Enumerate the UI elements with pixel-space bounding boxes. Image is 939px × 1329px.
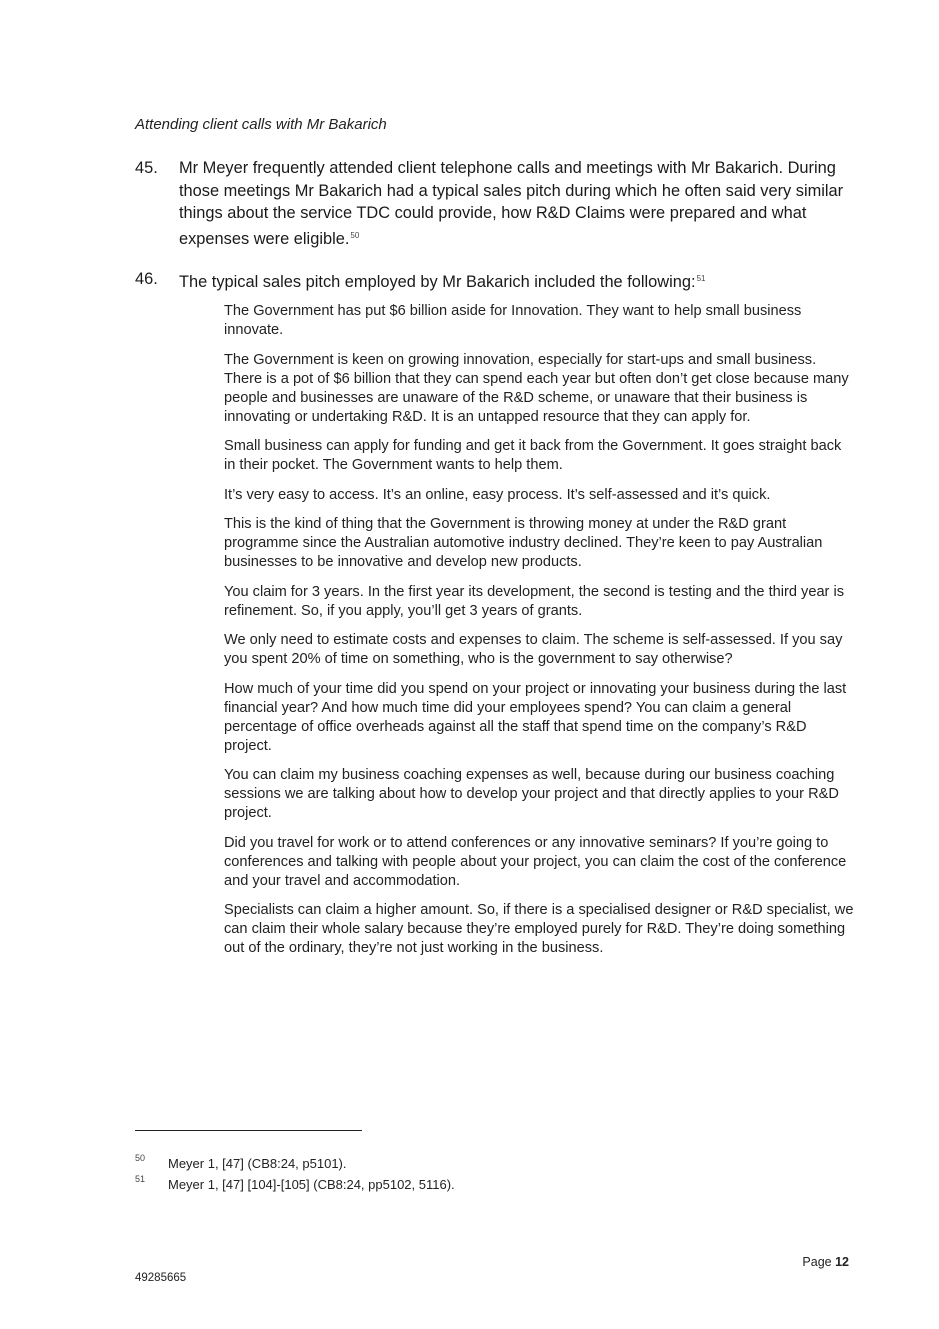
quote-paragraph: Did you travel for work or to attend conferences or any innovative seminars? If you’re going to conferences and talking with people about your project, you can claim the cost of the conference and your travel and accommodation. [224,834,847,889]
paragraph-number: 46. [135,270,158,288]
quote-paragraph: It’s very easy to access. It’s an online, easy process. It’s self-assessed and it’s quick. [224,486,771,503]
quote-paragraph: We only need to estimate costs and expenses to claim. The scheme is self-assessed. If you say you spent 20% of time on something, who is the government to say otherwise? [224,632,843,667]
footnote-text: Meyer 1, [47] [104]-[105] (CB8:24, pp5102, 5116). [168,1177,455,1192]
paragraph-number: 45. [135,159,158,177]
quote-paragraph: How much of your time did you spend on your project or innovating your business during the last financial year? And how much time did your employees spend? You can claim a general percentage of office overheads against all the staff that spend time on the company’s R&D project. [224,680,847,754]
footnote-text: Meyer 1, [47] (CB8:24, p5101). [168,1156,347,1171]
footnote-reference[interactable]: 51 [696,274,706,283]
footnote-number: 50 [135,1153,146,1163]
paragraph-body: Mr Meyer frequently attended client telephone calls and meetings with Mr Bakarich. During those meetings Mr Bakarich had a typical sales pitch during which he often said very similar things about the service TDC could provide, how R&D Claims were prepared and what expenses were eligible. [179,159,844,248]
footnote-divider [135,1130,362,1131]
quote-paragraph: Small business can apply for funding and get it back from the Government. It goes straight back in their pocket. The Government wants to help them. [224,438,842,473]
paragraph-body: The typical sales pitch employed by Mr Bakarich included the following: [179,273,696,291]
page-label: Page [802,1255,832,1269]
sales-pitch-quotes [224,302,854,969]
document-id: 49285665 [135,1272,187,1284]
page-number [802,1255,849,1269]
quote-paragraph: Specialists can claim a higher amount. So, if there is a specialised designer or R&D specialist, we can claim their whole salary because they’re employed purely for R&D. They’re doing something out of the ordinary, they’re not just working in the business. [224,902,854,956]
paragraph-text [179,268,855,294]
quote-paragraph: The Government has put $6 billion aside for Innovation. They want to help small business innovate. [224,303,802,338]
paragraph-45 [135,157,855,250]
section-heading: Attending client calls with Mr Bakarich [135,116,387,133]
quote-paragraph: The Government is keen on growing innovation, especially for start-ups and small business. There is a pot of $6 billion that they can spend each year but often don’t get close because many people and businesses are unaware of the R&D scheme, or unaware that their business is innovating or undertaking R&D. It is an untapped resource that they can apply for. [224,351,849,425]
paragraph-text [179,157,855,250]
footnote-number: 51 [135,1174,146,1184]
page-number-value: 12 [835,1255,849,1269]
quote-paragraph: You can claim my business coaching expenses as well, because during our business coaching sessions we are talking about how to develop your project and that directly applies to your R&D project. [224,767,839,821]
paragraph-46 [135,268,855,294]
footnote-reference[interactable]: 50 [350,230,360,240]
quote-paragraph: You claim for 3 years. In the first year its development, the second is testing and the third year is refinement. So, if you apply, you’ll get 3 years of grants. [224,583,845,619]
quote-paragraph: This is the kind of thing that the Government is throwing money at under the R&D grant programme since the Australian automotive industry declined. They’re keen to pay Australian businesses to be innovative and develop new products. [224,516,823,570]
